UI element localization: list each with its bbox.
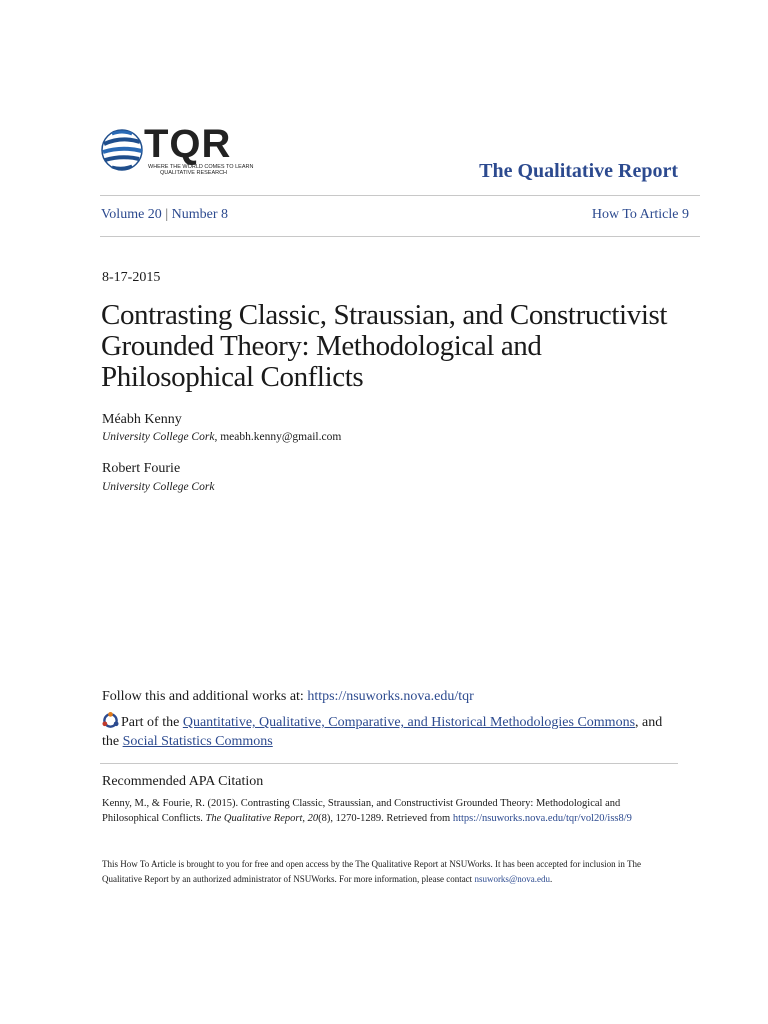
journal-name-link[interactable]: The Qualitative Report bbox=[479, 160, 678, 182]
access-notice bbox=[102, 857, 682, 887]
citation-line-2 bbox=[102, 811, 682, 826]
publication-date: 8-17-2015 bbox=[102, 270, 161, 285]
citation-url-link[interactable]: https://nsuworks.nova.edu/tqr/vol20/iss8/9 bbox=[452, 813, 632, 824]
article-title: Contrasting Classic, Straussian, and Constructivist Grounded Theory: Methodological and Philosophical Conflicts bbox=[101, 299, 668, 393]
volume-link[interactable]: Volume 20 bbox=[101, 207, 162, 222]
author-affiliation bbox=[102, 481, 214, 493]
citation-journal: The Qualitative Report bbox=[205, 813, 303, 824]
contact-email-link[interactable]: nsuworks@nova.edu bbox=[474, 874, 550, 884]
volume-separator: | bbox=[165, 207, 169, 222]
part-of-prefix: Part of the bbox=[121, 715, 183, 730]
logo-tagline-line-2: QUALITATIVE RESEARCH bbox=[160, 170, 228, 176]
citation-comma: , bbox=[302, 813, 308, 824]
tqr-logo[interactable] bbox=[100, 122, 254, 180]
logo-tagline-line-1: WHERE THE WORLD COMES TO LEARN bbox=[148, 164, 254, 170]
header-rule-top bbox=[100, 195, 700, 196]
author-name: Méabh Kenny bbox=[102, 412, 182, 427]
part-of-line bbox=[102, 712, 682, 751]
citation-pages: (8), 1270-1289. Retrieved from bbox=[318, 813, 453, 824]
logo-text: TQR bbox=[144, 122, 232, 166]
citation-rule bbox=[100, 763, 678, 764]
citation-line-2-prefix: Philosophical Conflicts. bbox=[102, 813, 206, 824]
number-link[interactable]: Number 8 bbox=[171, 207, 229, 222]
citation-line-1: Kenny, M., & Fourie, R. (2015). Contrasting Classic, Straussian, and Constructivist Grounded Theory: Methodological and bbox=[102, 798, 621, 809]
citation-volume: 20 bbox=[307, 813, 319, 824]
part-of-and: , and bbox=[635, 715, 663, 730]
article-type-link[interactable]: How To Article 9 bbox=[591, 207, 689, 222]
part-of-the: the bbox=[102, 734, 123, 749]
notice-text: This How To Article is brought to you for free and open access by the The Qualitative Report at NSUWorks. It has been accepted for inclusion in The Qualitative Report by an authorized administrator of NSUWorks. For more information, please contact bbox=[102, 859, 642, 884]
affiliation-name: University College Cork bbox=[102, 481, 215, 493]
affiliation-name: University College Cork bbox=[102, 431, 215, 443]
follow-line bbox=[102, 689, 474, 705]
header-rule-bottom bbox=[100, 236, 700, 237]
author-affiliation bbox=[102, 431, 341, 443]
commons-link-social-statistics[interactable]: Social Statistics Commons bbox=[122, 734, 273, 749]
follow-url-link[interactable]: https://nsuworks.nova.edu/tqr bbox=[307, 689, 474, 704]
follow-prefix: Follow this and additional works at: bbox=[102, 689, 308, 704]
volume-line bbox=[101, 207, 228, 223]
logo-tagline bbox=[148, 164, 253, 176]
citation-body bbox=[102, 796, 682, 826]
commons-link-methodologies[interactable]: Quantitative, Qualitative, Comparative, and Historical Methodologies Commons bbox=[182, 715, 636, 730]
commons-network-icon bbox=[102, 712, 119, 729]
author-name: Robert Fourie bbox=[102, 461, 181, 476]
notice-end: . bbox=[549, 874, 553, 884]
citation-heading: Recommended APA Citation bbox=[102, 774, 264, 789]
author-email: , meabh.kenny@gmail.com bbox=[214, 431, 342, 443]
